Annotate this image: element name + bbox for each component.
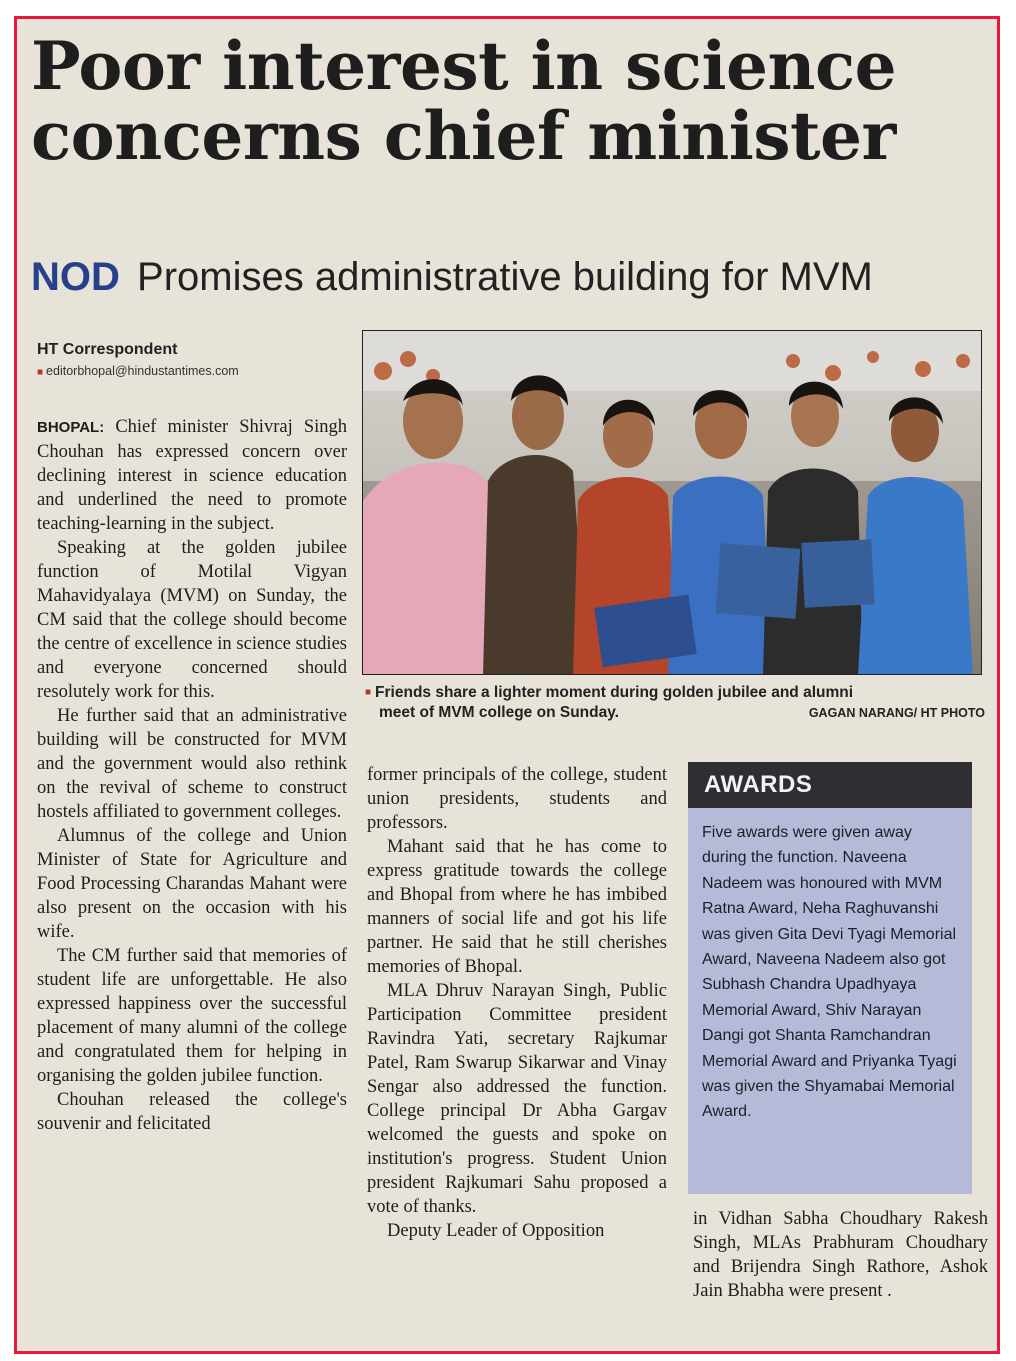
article-paragraph: in Vidhan Sabha Choudhary Rakesh Singh, MLAs Prabhuram Choudhary and Brijendra Singh Rathore, Ashok Jain Bhabha were present .: [693, 1209, 988, 1301]
photo-illustration: [363, 331, 982, 675]
newspaper-clipping: [17, 19, 997, 1351]
subheadline: [31, 255, 991, 299]
awards-body: Five awards were given away during the function. Naveena Nadeem was honoured with MVM Ratna Award, Neha Raghuvanshi was given Gita Devi Tyagi Memorial Award, Naveena Nadeem also got Subhash Chandra Upadhyaya Memorial Award, Shiv Narayan Dangi got Shanta Ramchandran Memorial Award and Priyanka Tyagi was given the Shyamabai Memorial Award.: [702, 824, 957, 1121]
awards-title: AWARDS: [688, 762, 972, 808]
photo-caption: [365, 683, 985, 723]
article-paragraph: Deputy Leader of Opposition: [387, 1221, 605, 1241]
article-paragraph: Alumnus of the college and Union Minister of State for Agriculture and Food Processing Charandas Mahant were also present on the occasion with his wife.: [37, 826, 347, 942]
article-paragraph: The CM further said that memories of student life are unforgettable. He also expressed happiness over the successful placement of many alumni of the college and congratulated them for helping in organising the golden jubilee function.: [37, 946, 347, 1086]
article-paragraph: Speaking at the golden jubilee function of Motilal Vigyan Mahavidyalaya (MVM) on Sunday, the CM said that the college should become the centre of excellence in science studies and everyone concerned should resolutely work for this.: [37, 538, 347, 702]
byline-email: editorbhopal@hindustantimes.com: [46, 364, 239, 378]
byline-email-line: [37, 364, 347, 378]
awards-box: [688, 762, 972, 1194]
caption-bullet-icon: ■: [365, 687, 372, 698]
article-paragraph: former principals of the college, student union presidents, students and professors.: [367, 765, 667, 833]
article-paragraph: Chouhan released the college's souvenir and felicitated: [37, 1090, 347, 1134]
email-bullet-icon: ■: [37, 367, 44, 378]
dateline: BHOPAL:: [37, 419, 105, 436]
subhead-text: Promises administrative building for MVM: [137, 255, 873, 299]
byline: [37, 341, 347, 378]
caption-line-2: meet of MVM college on Sunday.: [379, 704, 619, 721]
byline-name: HT Correspondent: [37, 341, 178, 358]
caption-line-1: Friends share a lighter moment during golden jubilee and alumni: [375, 684, 854, 701]
headline: Poor interest in science concerns chief minister: [31, 27, 897, 175]
article-paragraph: MLA Dhruv Narayan Singh, Public Participation Committee president Ravindra Yati, secretary Rajkumar Patel, Ram Swarup Sikarwar and Vinay Sengar also addressed the function. College principal Dr Abha Gargav welcomed the guests and spoke on institution's progress. Student Union president Rajkumari Sahu proposed a vote of thanks.: [367, 981, 667, 1217]
article-column-3: [693, 1207, 988, 1303]
article-paragraph: BHOPAL: Chief minister Shivraj Singh Chouhan has expressed concern over declining interest in science education and underlined the need to promote teaching-learning in the subject.: [37, 417, 347, 534]
article-paragraph: He further said that an administrative building will be constructed for MVM and the government would also rethink on the revival of scheme to construct hostels affiliated to government colleges.: [37, 706, 347, 822]
article-column-1: [37, 415, 347, 1136]
subhead-tag: NOD: [31, 255, 120, 299]
news-photo: [362, 330, 982, 675]
photo-credit: GAGAN NARANG/ HT PHOTO: [808, 706, 985, 720]
article-paragraph: Mahant said that he has come to express gratitude towards the college and Bhopal from where he has imbibed manners of social life and got his life partner. He said that he still cherishes memories of Bhopal.: [367, 837, 667, 977]
article-column-2: [367, 763, 667, 1243]
